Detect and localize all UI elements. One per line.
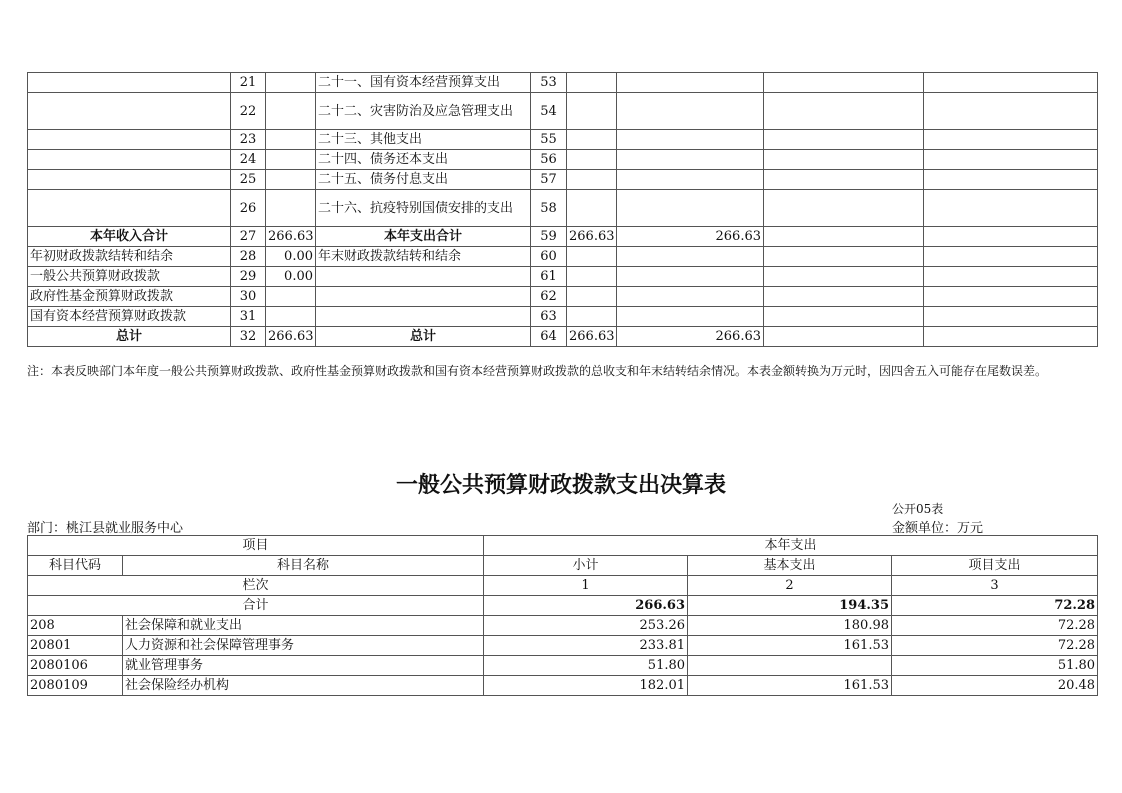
income-expense-table [27,72,1098,347]
expense-state-capital [924,327,1098,347]
table-row [28,150,1098,170]
income-line-no: 29 [231,267,266,287]
table-row [28,636,1098,656]
table-row [28,656,1098,676]
income-amount: 0.00 [266,247,316,267]
expense-general [617,247,764,267]
header-code: 科目代码 [28,556,123,576]
expense-item: 二十六、抗疫特别国债安排的支出 [316,190,531,227]
header-basic: 基本支出 [688,556,892,576]
income-line-no: 24 [231,150,266,170]
expense-fund [764,93,924,130]
income-item [28,73,231,93]
subject-code: 2080109 [28,676,123,696]
header-subtotal: 小计 [484,556,688,576]
income-amount [266,93,316,130]
income-line-no: 31 [231,307,266,327]
expense-fund [764,327,924,347]
expense-state-capital [924,190,1098,227]
expense-fund [764,227,924,247]
expense-line-no: 55 [531,130,567,150]
income-line-no: 22 [231,93,266,130]
expense-state-capital [924,287,1098,307]
expense-line-no: 57 [531,170,567,190]
income-item [28,190,231,227]
expense-item [316,267,531,287]
expense-total [567,307,617,327]
income-item [28,150,231,170]
income-item [28,130,231,150]
table-row [28,616,1098,636]
expense-general: 266.63 [617,327,764,347]
project-value: 20.48 [892,676,1098,696]
expense-general [617,267,764,287]
header-name: 科目名称 [123,556,484,576]
expense-fund [764,247,924,267]
expense-state-capital [924,227,1098,247]
page-title: 一般公共预算财政拨款支出决算表 [395,473,726,498]
table-row [28,130,1098,150]
income-item: 本年收入合计 [28,227,231,247]
expense-line-no: 56 [531,150,567,170]
lanci-row [28,576,1098,596]
income-line-no: 27 [231,227,266,247]
expense-line-no: 61 [531,267,567,287]
expense-item: 总计 [316,327,531,347]
project-value: 51.80 [892,656,1098,676]
income-line-no: 30 [231,287,266,307]
expense-state-capital [924,247,1098,267]
expense-fund [764,73,924,93]
table-row [28,676,1098,696]
income-line-no: 23 [231,130,266,150]
income-line-no: 26 [231,190,266,227]
table-row [28,170,1098,190]
expense-line-no: 64 [531,327,567,347]
basic-value [688,656,892,676]
table-row [28,190,1098,227]
expense-fund [764,190,924,227]
lanci-3: 3 [892,576,1098,596]
expense-line-no: 53 [531,73,567,93]
expense-fund [764,267,924,287]
table-row [28,73,1098,93]
table-row [28,307,1098,327]
table-row [28,327,1098,347]
expense-total [567,150,617,170]
expense-general [617,170,764,190]
table-row [28,93,1098,130]
basic-value: 180.98 [688,616,892,636]
expense-line-no: 54 [531,93,567,130]
expense-state-capital [924,150,1098,170]
income-amount: 266.63 [266,227,316,247]
expense-general [617,150,764,170]
expense-general [617,73,764,93]
general-budget-expense-table [27,535,1098,696]
amount-unit-label: 金额单位：万元 [892,521,984,536]
lanci-label: 栏次 [28,576,484,596]
table-note: 注：本表反映部门本年度一般公共预算财政拨款、政府性基金预算财政拨款和国有资本经营预算财政拨款的总收支和年末结转结余情况。本表金额转换为万元时，因四舍五入可能存在尾数误差。 [27,364,1048,378]
expense-state-capital [924,73,1098,93]
expense-item: 年末财政拨款结转和结余 [316,247,531,267]
expense-state-capital [924,130,1098,150]
header-item: 项目 [28,536,484,556]
total-subtotal: 266.63 [484,596,688,616]
expense-fund [764,170,924,190]
income-item [28,93,231,130]
expense-item: 二十五、债务付息支出 [316,170,531,190]
expense-fund [764,150,924,170]
total-project: 72.28 [892,596,1098,616]
expense-state-capital [924,93,1098,130]
expense-total [567,190,617,227]
subtotal-value: 233.81 [484,636,688,656]
expense-fund [764,130,924,150]
income-item [28,170,231,190]
subject-name: 社会保障和就业支出 [123,616,484,636]
total-label: 合计 [28,596,484,616]
expense-general [617,307,764,327]
income-item: 国有资本经营预算财政拨款 [28,307,231,327]
income-amount: 0.00 [266,267,316,287]
expense-line-no: 59 [531,227,567,247]
project-value: 72.28 [892,636,1098,656]
income-line-no: 28 [231,247,266,267]
income-item: 一般公共预算财政拨款 [28,267,231,287]
lanci-1: 1 [484,576,688,596]
table-row [28,227,1098,247]
income-line-no: 25 [231,170,266,190]
expense-total [567,73,617,93]
income-amount [266,287,316,307]
expense-fund [764,307,924,327]
income-amount [266,170,316,190]
expense-total [567,170,617,190]
subject-name: 人力资源和社会保障管理事务 [123,636,484,656]
expense-total: 266.63 [567,327,617,347]
expense-line-no: 63 [531,307,567,327]
expense-total [567,93,617,130]
expense-general [617,93,764,130]
income-line-no: 32 [231,327,266,347]
expense-total: 266.63 [567,227,617,247]
subject-code: 208 [28,616,123,636]
basic-value: 161.53 [688,676,892,696]
income-item: 总计 [28,327,231,347]
expense-line-no: 58 [531,190,567,227]
subject-name: 就业管理事务 [123,656,484,676]
header-row [28,536,1098,556]
expense-line-no: 62 [531,287,567,307]
expense-state-capital [924,267,1098,287]
expense-item: 二十二、灾害防治及应急管理支出 [316,93,531,130]
income-line-no: 21 [231,73,266,93]
expense-state-capital [924,170,1098,190]
expense-general [617,130,764,150]
income-item: 年初财政拨款结转和结余 [28,247,231,267]
basic-value: 161.53 [688,636,892,656]
total-basic: 194.35 [688,596,892,616]
expense-general: 266.63 [617,227,764,247]
income-item: 政府性基金预算财政拨款 [28,287,231,307]
expense-general [617,287,764,307]
form-code: 公开05表 [892,502,944,516]
expense-item [316,287,531,307]
expense-item: 二十三、其他支出 [316,130,531,150]
table-row [28,287,1098,307]
header-project: 项目支出 [892,556,1098,576]
income-amount [266,307,316,327]
expense-state-capital [924,307,1098,327]
subtotal-value: 182.01 [484,676,688,696]
expense-total [567,287,617,307]
lanci-2: 2 [688,576,892,596]
income-amount: 266.63 [266,327,316,347]
table-row [28,267,1098,287]
total-row [28,596,1098,616]
project-value: 72.28 [892,616,1098,636]
subject-code: 20801 [28,636,123,656]
expense-fund [764,287,924,307]
expense-total [567,267,617,287]
expense-total [567,247,617,267]
income-amount [266,150,316,170]
subject-code: 2080106 [28,656,123,676]
header-row [28,556,1098,576]
income-amount [266,190,316,227]
expense-item [316,307,531,327]
income-amount [266,73,316,93]
table-row [28,247,1098,267]
expense-general [617,190,764,227]
subject-name: 社会保险经办机构 [123,676,484,696]
subtotal-value: 253.26 [484,616,688,636]
expense-total [567,130,617,150]
expense-item: 本年支出合计 [316,227,531,247]
income-amount [266,130,316,150]
department-label: 部门：桃江县就业服务中心 [27,521,184,536]
expense-line-no: 60 [531,247,567,267]
expense-item: 二十四、债务还本支出 [316,150,531,170]
expense-item: 二十一、国有资本经营预算支出 [316,73,531,93]
header-year-expense: 本年支出 [484,536,1098,556]
subtotal-value: 51.80 [484,656,688,676]
